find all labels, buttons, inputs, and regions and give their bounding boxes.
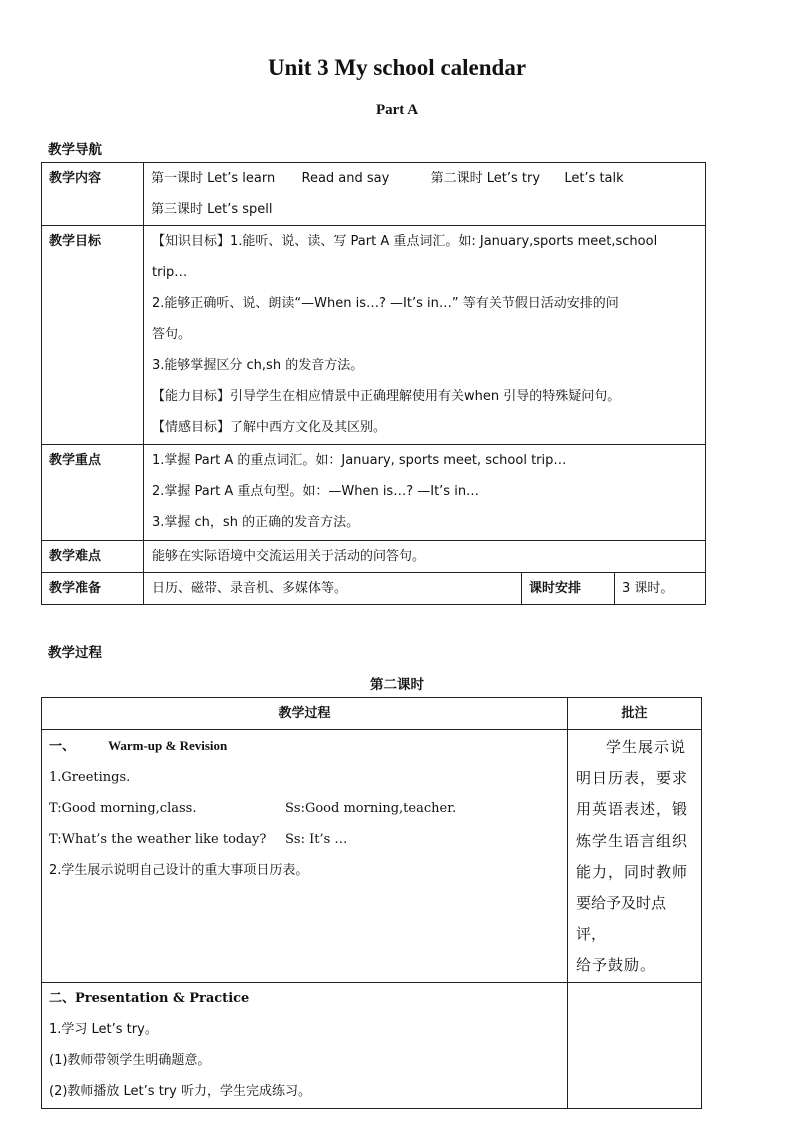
- table-row-content: [42, 163, 706, 226]
- preparation-cell: 日历、磁带、录音机、多媒体等。: [144, 573, 522, 605]
- note-line: 用英语表述，锻: [576, 800, 689, 819]
- section-heading-process: 教学过程: [48, 645, 102, 661]
- table-row-difficulty: [42, 541, 706, 573]
- goal-line: 【能力目标】引导学生在相应情景中正确理解使用有关when 引导的特殊疑问句。: [152, 389, 621, 404]
- warmup-note-cell: [568, 730, 702, 983]
- key-point-line: 1.掌握 Part A 的重点词汇。如：January, sports meet, school trip…: [152, 453, 567, 468]
- label-teaching-goals: 教学目标: [42, 226, 144, 445]
- key-points-cell: [144, 445, 706, 541]
- step-line: (2)教师播放 Let’s try 听力，学生完成练习。: [49, 1083, 311, 1099]
- learn-try-line: 1.学习 Let’s try。: [49, 1021, 158, 1037]
- note-line: 学生展示说: [606, 738, 687, 756]
- dialogue-line-1: T:Good morning,class. Ss:Good morning,teacher.: [49, 801, 457, 816]
- difficulty-cell: 能够在实际语境中交流运用关于活动的问答句。: [144, 541, 706, 573]
- label-teaching-content: 教学内容: [42, 163, 144, 226]
- key-point-line: 3.掌握 ch，sh 的正确的发音方法。: [152, 515, 360, 530]
- teaching-process-table: [41, 697, 702, 1109]
- table-row-preparation: [42, 573, 706, 605]
- warmup-cell: [42, 730, 568, 983]
- section-heading-navigation: 教学导航: [48, 142, 102, 158]
- goal-line: 【知识目标】1.能听、说、读、写 Part A 重点词汇。如: January,sports meet,school: [152, 234, 658, 249]
- header-process: 教学过程: [42, 698, 568, 730]
- teaching-content-cell: [144, 163, 706, 226]
- content-read-and-say: Read and say: [301, 171, 390, 186]
- label-difficulty: 教学难点: [42, 541, 144, 573]
- content-lesson3: 第三课时 Let’s spell: [151, 202, 273, 217]
- goal-line: 答句。: [152, 327, 192, 342]
- table-row-goals: [42, 226, 706, 445]
- table-row-key-points: [42, 445, 706, 541]
- note-line: 给予鼓励。: [576, 956, 657, 975]
- table-row-presentation: [42, 982, 702, 1108]
- label-key-points: 教学重点: [42, 445, 144, 541]
- presentation-title: 二、Presentation & Practice: [49, 990, 250, 1006]
- goal-line: trip…: [152, 265, 188, 280]
- table-header-row: [42, 698, 702, 730]
- presentation-note-cell: [568, 982, 702, 1108]
- schedule-cell: 3 课时。: [615, 573, 706, 605]
- note-line: 炼学生语言组织: [576, 831, 689, 850]
- teaching-navigation-table: [41, 162, 706, 605]
- label-preparation: 教学准备: [42, 573, 144, 605]
- step-line: (1)教师带领学生明确题意。: [49, 1052, 211, 1068]
- content-lesson1: 第一课时 Let’s learn: [151, 171, 276, 186]
- header-notes: 批注: [568, 698, 702, 730]
- presentation-cell: [42, 982, 568, 1108]
- dialogue-line-2: T:What’s the weather like today? Ss: It’s …: [49, 832, 348, 847]
- table-row-warmup: [42, 730, 702, 983]
- goal-line: 3.能够掌握区分 ch,sh 的发音方法。: [152, 358, 364, 373]
- teaching-goals-cell: [144, 226, 706, 445]
- content-lesson2: 第二课时 Let’s try: [430, 171, 541, 186]
- note-line: 明日历表，要求: [576, 769, 689, 788]
- document-subtitle: Part A: [375, 102, 419, 118]
- calendar-show-line: 2.学生展示说明自己设计的重大事项日历表。: [49, 863, 309, 878]
- lesson-heading: 第二课时: [370, 677, 424, 693]
- label-schedule: 课时安排: [522, 573, 615, 605]
- key-point-line: 2.掌握 Part A 重点句型。如：—When is…? —It’s in…: [152, 484, 480, 499]
- goal-line: 2.能够正确听、说、朗读“—When is…? —It’s in…” 等有关节假日活动安排的问: [152, 296, 619, 311]
- greetings-line: 1.Greetings.: [49, 770, 131, 785]
- content-lets-talk: Let’s talk: [564, 171, 624, 186]
- warmup-title: 一、 Warm-up & Revision: [49, 738, 228, 754]
- note-line: 能力，同时教师: [576, 862, 689, 881]
- document-title: Unit 3 My school calendar: [267, 55, 527, 80]
- goal-line: 【情感目标】了解中西方文化及其区别。: [152, 420, 387, 435]
- note-line: 要给予及时点评，: [576, 894, 667, 944]
